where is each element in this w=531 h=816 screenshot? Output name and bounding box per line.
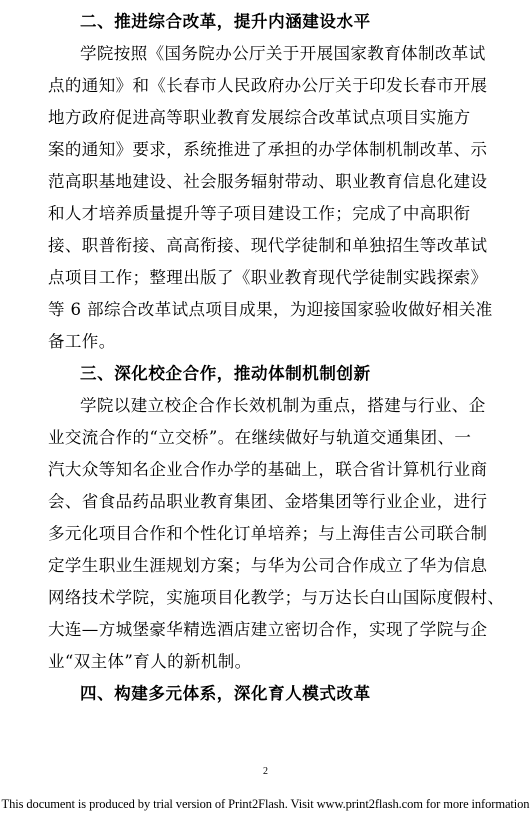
paragraph-line: 点项目工作；整理出版了《职业教育现代学徒制实践探索》: [48, 268, 488, 287]
paragraph-line: 和人才培养质量提升等子项目建设工作；完成了中高职衔: [48, 204, 471, 223]
paragraph-line: 范高职基地建设、社会服务辐射带动、职业教育信息化建设: [48, 172, 488, 191]
paragraph-line: 地方政府促进高等职业教育发展综合改革试点项目实施方: [48, 108, 471, 127]
paragraph-line: 接、职普衔接、高高衔接、现代学徒制和单独招生等改革试: [48, 236, 488, 255]
paragraph-line: 业交流合作的“立交桥”。在继续做好与轨道交通集团、一: [48, 428, 472, 447]
paragraph-line: 网络技术学院，实施项目化教学；与万达长白山国际度假村、: [48, 588, 505, 607]
paragraph-line: 学院按照《国务院办公厅关于开展国家教育体制改革试: [80, 44, 486, 63]
paragraph-line: 学院以建立校企合作长效机制为重点，搭建与行业、企: [80, 396, 486, 415]
paragraph-line: 业“双主体”育人的新机制。: [48, 652, 252, 671]
trial-watermark-footer: This document is produced by trial version of Print2Flash. Visit www.print2flash.com for more information: [1, 797, 530, 811]
paragraph-line: 大连—方城堡豪华精选酒店建立密切合作，实现了学院与企: [48, 620, 488, 639]
paragraph-line: 案的通知》要求，系统推进了承担的办学体制机制改革、示: [48, 140, 488, 159]
paragraph-line: 定学生职业生涯规划方案；与华为公司合作成立了华为信息: [48, 556, 488, 575]
page-number: 2: [263, 766, 268, 777]
paragraph-line: 等 6 部综合改革试点项目成果，为迎接国家验收做好相关准: [48, 300, 493, 319]
paragraph-line: 点的通知》和《长春市人民政府办公厅关于印发长春市开展: [48, 76, 488, 95]
paragraph-line: 多元化项目合作和个性化订单培养；与上海佳吉公司联合制: [48, 524, 488, 543]
section-heading-2: 二、推进综合改革，提升内涵建设水平: [80, 12, 371, 31]
paragraph-line: 备工作。: [48, 332, 116, 351]
paragraph-line: 汽大众等知名企业合作办学的基础上，联合省计算机行业商: [48, 460, 488, 479]
section-heading-4: 四、构建多元体系，深化育人模式改革: [80, 684, 371, 703]
section-heading-3: 三、深化校企合作，推动体制机制创新: [80, 364, 371, 383]
paragraph-line: 会、省食品药品职业教育集团、金塔集团等行业企业，进行: [48, 492, 488, 511]
